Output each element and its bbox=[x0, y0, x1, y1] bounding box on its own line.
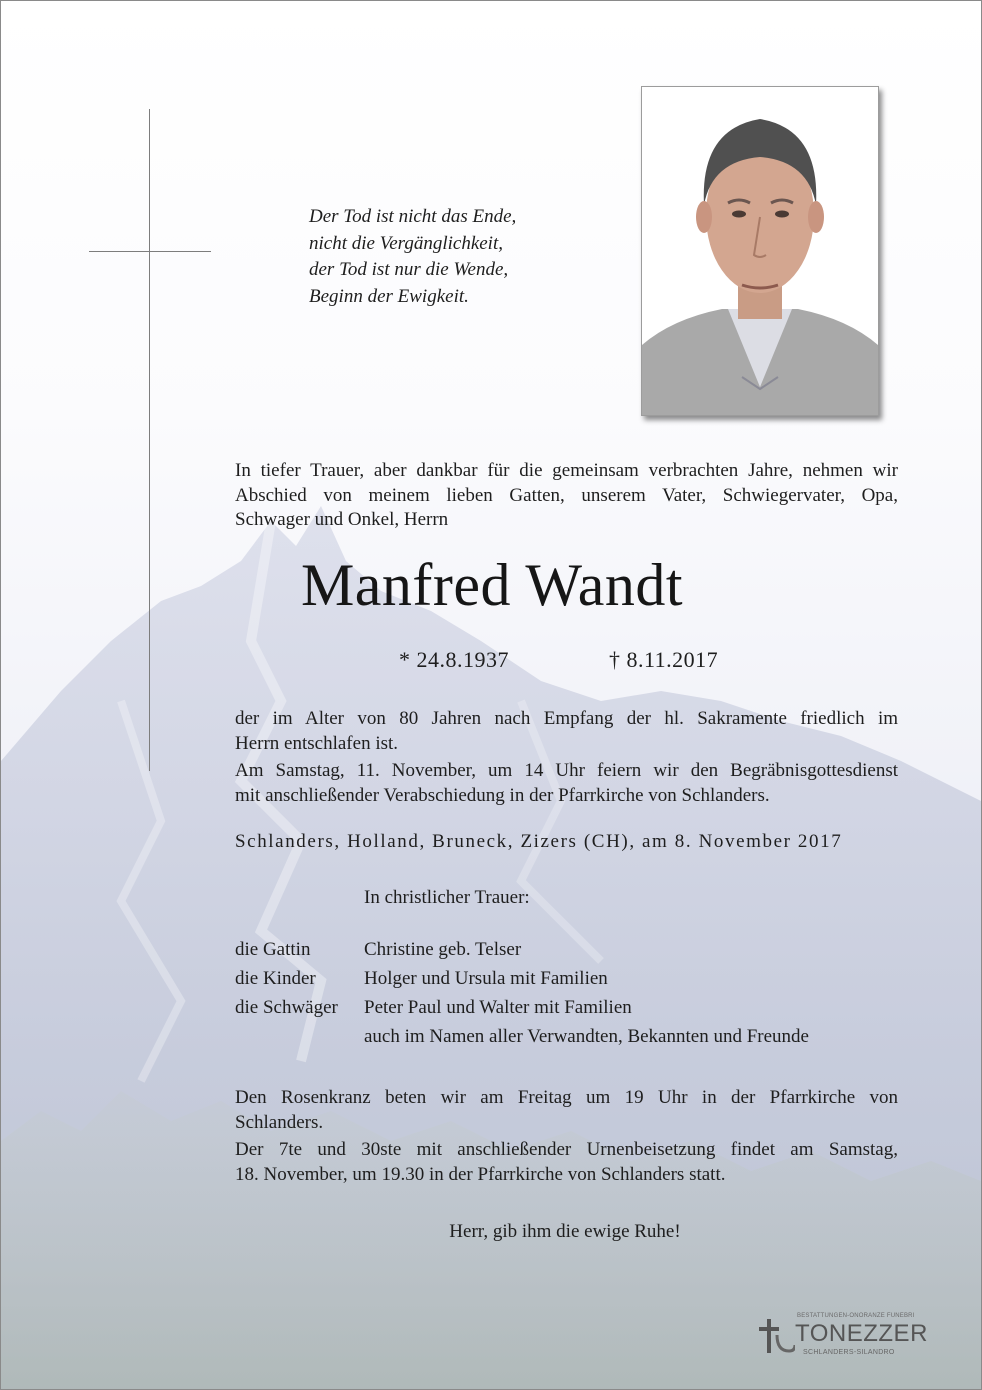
logo-name: TONEZZER bbox=[795, 1320, 928, 1347]
logo-tagline: BESTATTUNGEN-ONORANZE FUNEBRI bbox=[797, 1313, 915, 1319]
portrait-image bbox=[642, 87, 878, 415]
mourner-relation: die Gattin bbox=[235, 939, 311, 960]
mourner-relation: die Schwäger bbox=[235, 997, 338, 1018]
mourner-names: Christine geb. Telser bbox=[364, 939, 522, 960]
mourner-names: Peter Paul und Walter mit Familien bbox=[364, 997, 632, 1018]
place-and-date: Schlanders, Holland, Bruneck, Zizers (CH), am 8. November 2017 bbox=[235, 831, 843, 852]
poem-line: nicht die Vergänglichkeit, bbox=[309, 232, 503, 254]
mourner-relation: die Kinder bbox=[235, 968, 316, 989]
memorial-text bbox=[235, 1138, 898, 1187]
mourner-names: auch im Namen aller Verwandten, Bekannten und Freunde bbox=[364, 1026, 809, 1047]
funeral-text bbox=[235, 759, 898, 808]
intro-line: In tiefer Trauer, aber dankbar für die gemeinsam verbrachten Jahre, nehmen wir bbox=[235, 460, 898, 481]
funeral-line: mit anschließender Verabschiedung in der Pfarrkirche von Schlanders. bbox=[235, 784, 770, 806]
rosary-line: Schlanders. bbox=[235, 1111, 324, 1133]
closing-prayer: Herr, gib ihm die ewige Ruhe! bbox=[449, 1221, 681, 1242]
memorial-line: Der 7te und 30ste mit anschließender Urnenbeisetzung findet am Samstag, bbox=[235, 1139, 898, 1160]
poem-line: Beginn der Ewigkeit. bbox=[309, 285, 469, 307]
cross-horizontal-line bbox=[89, 251, 211, 252]
intro-line: Abschied von meinem lieben Gatten, unserem Vater, Schwiegervater, Opa, bbox=[235, 484, 898, 506]
funeral-line: Am Samstag, 11. November, um 14 Uhr feiern wir den Begräbnisgottesdienst bbox=[235, 760, 898, 781]
intro-line: Schwager und Onkel, Herrn bbox=[235, 509, 449, 530]
passing-line: Herrn entschlafen ist. bbox=[235, 732, 399, 754]
portrait-photo bbox=[641, 86, 879, 416]
logo-cross-icon bbox=[755, 1315, 795, 1355]
birth-date: * 24.8.1937 bbox=[399, 647, 509, 672]
intro-text bbox=[235, 459, 898, 533]
passing-line: der im Alter von 80 Jahren nach Empfang der hl. Sakramente friedlich im bbox=[235, 708, 898, 729]
cross-vertical-line bbox=[149, 109, 150, 771]
funeral-home-logo bbox=[755, 1313, 935, 1361]
passing-text bbox=[235, 707, 898, 756]
poem-verse bbox=[309, 204, 516, 310]
rosary-text bbox=[235, 1086, 898, 1135]
rosary-line: Den Rosenkranz beten wir am Freitag um 19 Uhr in der Pfarrkirche von bbox=[235, 1087, 898, 1108]
poem-line: der Tod ist nur die Wende, bbox=[309, 259, 509, 280]
logo-location: SCHLANDERS-SILANDRO bbox=[803, 1349, 895, 1356]
poem-line: Der Tod ist nicht das Ende, bbox=[309, 206, 517, 227]
mourner-names: Holger und Ursula mit Familien bbox=[364, 968, 608, 989]
death-date: † 8.11.2017 bbox=[609, 647, 719, 672]
memorial-line: 18. November, um 19.30 in der Pfarrkirche von Schlanders statt. bbox=[235, 1163, 726, 1185]
mourners-intro: In christlicher Trauer: bbox=[364, 887, 530, 908]
deceased-name: Manfred Wandt bbox=[300, 552, 684, 618]
